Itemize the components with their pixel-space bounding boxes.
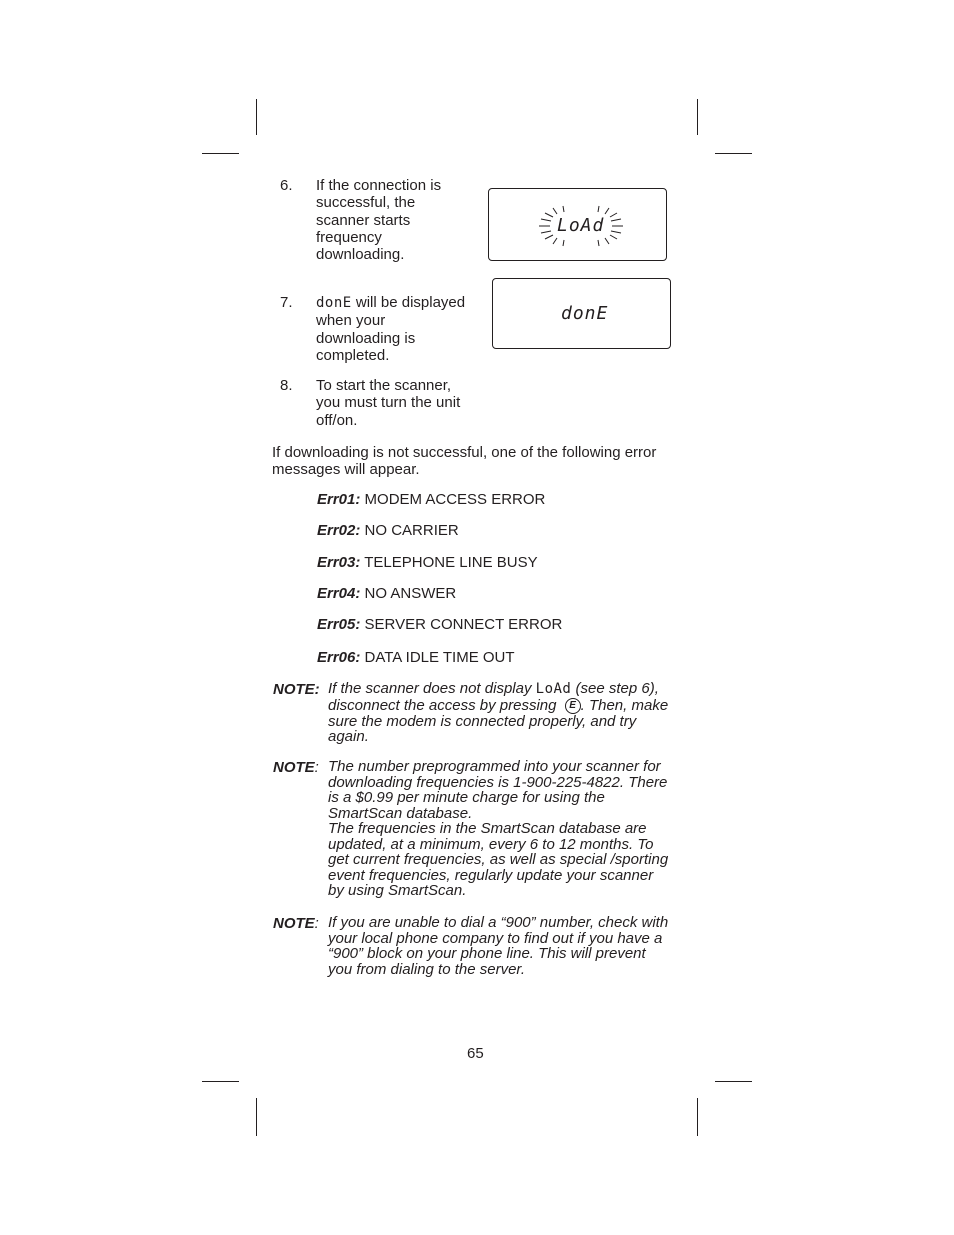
lcd-load-text: LoAd [557,215,605,236]
note-2-label [273,759,319,776]
error-item [317,585,456,602]
lcd-display-load [488,188,667,261]
note-1-body [328,681,673,745]
crop-mark-bottom-right-vertical [697,1098,698,1136]
note-3-label-text: NOTE [273,915,315,932]
error-message: NO ANSWER [364,585,457,602]
error-code: Err03: [317,554,361,571]
crop-mark-bottom-right-horizontal [715,1081,752,1082]
crop-mark-top-right-horizontal [715,153,752,154]
note-2-label-text: NOTE [273,759,315,776]
e-key-icon: E [565,698,581,714]
error-code: Err06: [317,649,361,666]
crop-mark-top-left-vertical [256,99,257,135]
error-item [317,554,538,571]
error-message: NO CARRIER [364,522,459,539]
note-3-label-colon: : [314,915,319,932]
error-item [317,616,562,633]
lcd-display-done [492,278,671,349]
crop-mark-bottom-left-horizontal [202,1081,239,1082]
step-8-text: To start the scanner, you must turn the unit off/on. [316,377,461,429]
error-code: Err05: [317,616,361,633]
note-2-text: The number preprogrammed into your scanner for downloading frequencies is 1-900-225-4822. There is a $0.99 per minute charge for using the SmartScan database. [328,758,668,822]
crop-mark-top-right-vertical [697,99,698,135]
page-number: 65 [467,1045,484,1062]
note-1-label: NOTE: [273,681,320,698]
error-item [317,522,459,539]
note-3-label [273,915,319,932]
step-8-number: 8. [280,377,293,394]
error-code: Err01: [317,491,361,508]
error-item [317,491,545,508]
note-2-label-colon: : [314,759,319,776]
inline-display-done: donE [316,295,352,311]
step-6-number: 6. [280,177,293,194]
error-message: SERVER CONNECT ERROR [364,616,563,633]
lcd-done-text: donE [561,303,609,324]
note-1-text-a: If the scanner does not display [328,680,536,697]
crop-mark-top-left-horizontal [202,153,239,154]
error-message: DATA IDLE TIME OUT [364,649,515,666]
error-intro-text: If downloading is not successful, one of the following error messages will appear. [272,444,657,478]
note-2-body [328,759,673,899]
step-6-text: If the connection is successful, the scanner starts frequency downloading. [316,177,442,264]
crop-mark-bottom-left-vertical [256,1098,257,1136]
step-7-text [316,294,471,364]
note-1-text-c: . Then, make sure the modem is connected properly, and try again. [328,696,669,746]
error-code: Err02: [317,522,361,539]
step-7-number: 7. [280,294,293,311]
error-code: Err04: [317,585,361,602]
error-message: TELEPHONE LINE BUSY [364,554,538,571]
step-7-text-rest: will be displayed when your downloading is completed. [316,294,466,364]
note-1-text-b: (see step 6), disconnect the access by pressing [328,680,659,714]
note-2-text-continued: The frequencies in the SmartScan database are updated, at a minimum, every 6 to 12 months. To get current frequencies, as well as special /sporting event frequencies, regularly update your scanner by using SmartScan. [328,820,669,899]
error-item [317,649,515,666]
note-3-body: If you are unable to dial a “900” number, check with your local phone company to find out if you have a “900” block on your phone line. This will prevent you from dialing to the server. [328,914,669,978]
inline-display-load: LoAd [535,681,572,697]
error-message: MODEM ACCESS ERROR [364,491,546,508]
